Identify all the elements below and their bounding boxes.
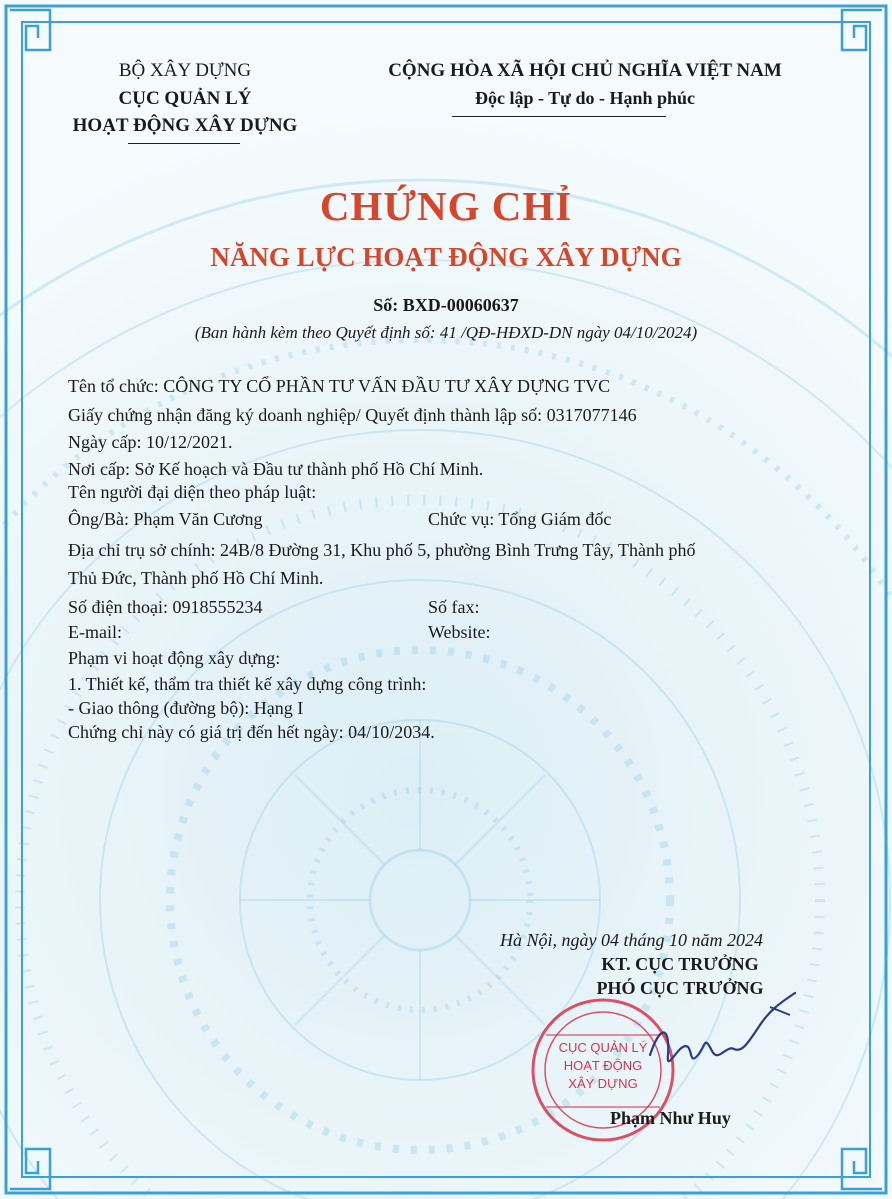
scope-item-2: - Giao thông (đường bộ): Hạng I	[68, 698, 304, 718]
address-line1: Địa chỉ trụ sở chính: 24B/8 Đường 31, Khu phố 5, phường Bình Trưng Tây, Thành phố	[68, 540, 696, 560]
website: Website:	[428, 622, 491, 642]
signer-role-2: PHÓ CỤC TRƯỞNG	[596, 978, 764, 998]
scope-label: Phạm vi hoạt động xây dựng:	[68, 648, 281, 668]
header-left-underline	[128, 143, 240, 144]
place-and-date: Hà Nội, ngày 04 tháng 10 năm 2024	[500, 930, 763, 950]
validity-statement: Chứng chỉ này có giá trị đến hết ngày: 04/10/2034.	[68, 722, 435, 742]
scope-item-1: 1. Thiết kế, thẩm tra thiết kế xây dựng công trình:	[68, 674, 427, 694]
certificate-number: Số: BXD-00060637	[373, 295, 519, 315]
national-motto: Độc lập - Tự do - Hạnh phúc	[474, 88, 696, 108]
organization-name: Tên tổ chức: CÔNG TY CỔ PHẦN TƯ VẤN ĐẦU TƯ XÂY DỰNG TVC	[68, 376, 611, 396]
handwritten-signature	[630, 985, 810, 1095]
representative-name: Ông/Bà: Phạm Văn Cương	[68, 509, 263, 529]
signer-name: Phạm Như Huy	[610, 1108, 731, 1128]
issue-place: Nơi cấp: Sở Kế hoạch và Đầu tư thành phố Hồ Chí Minh.	[68, 459, 484, 479]
header-right-underline	[452, 116, 666, 117]
representative-position: Chức vụ: Tổng Giám đốc	[428, 509, 612, 529]
issue-date: Ngày cấp: 10/12/2021.	[68, 432, 233, 452]
nation-title: CỘNG HÒA XÃ HỘI CHỦ NGHĨA VIỆT NAM	[388, 60, 782, 81]
stamp-text-line3: XÂY DỰNG	[568, 1076, 638, 1091]
department-name-line1: CỤC QUẢN LÝ	[118, 88, 252, 109]
phone-number: Số điện thoại: 0918555234	[68, 597, 263, 617]
stamp-text-line1: CỤC QUẢN LÝ	[558, 1040, 648, 1055]
department-name-line2: HOẠT ĐỘNG XÂY DỰNG	[72, 115, 298, 136]
address-line2: Thủ Đức, Thành phố Hồ Chí Minh.	[68, 568, 324, 588]
stamp-text-line2: HOẠT ĐỘNG	[563, 1058, 643, 1073]
certificate-subtitle: NĂNG LỰC HOẠT ĐỘNG XÂY DỰNG	[210, 242, 682, 272]
decision-reference: (Ban hành kèm theo Quyết định số: 41 /QĐ-HĐXD-DN ngày 04/10/2024)	[194, 323, 698, 342]
certificate-title: CHỨNG CHỈ	[319, 183, 573, 229]
fax-number: Số fax:	[428, 597, 480, 617]
email: E-mail:	[68, 622, 122, 642]
legal-representative-label: Tên người đại diện theo pháp luật:	[68, 482, 317, 502]
ministry-name: BỘ XÂY DỰNG	[118, 60, 252, 81]
signer-role-1: KT. CỤC TRƯỞNG	[601, 954, 759, 974]
business-registration: Giấy chứng nhận đăng ký doanh nghiệp/ Quyết định thành lập số: 0317077146	[68, 405, 637, 425]
